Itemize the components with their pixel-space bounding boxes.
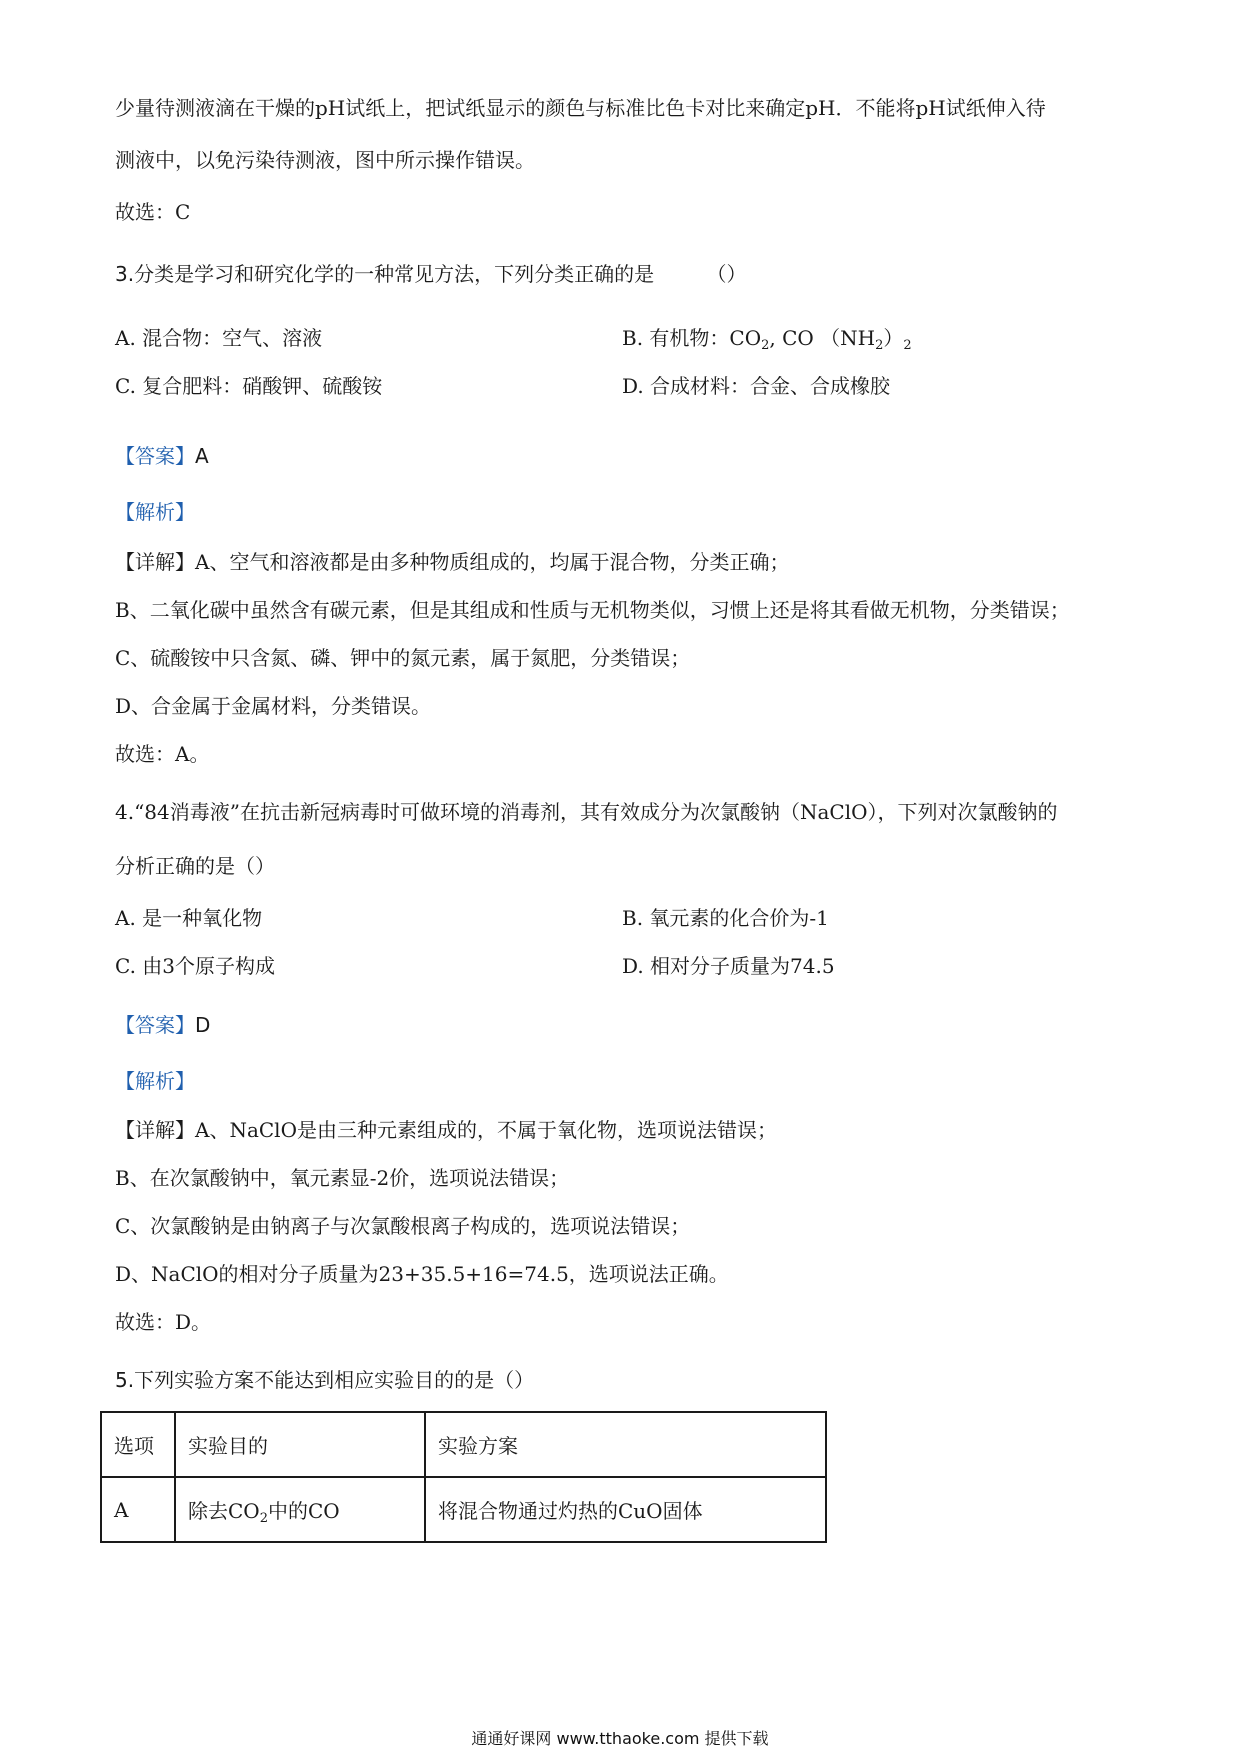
q3-answer — [115, 442, 209, 470]
table-header-row — [101, 1412, 826, 1477]
q5-stem: 5.下列实验方案不能达到相应实验目的的是（） — [115, 1368, 535, 1392]
q4-option-b: B. 氧元素的化合价为-1 — [622, 906, 829, 930]
q4-option-d: D. 相对分子质量为74.5 — [622, 954, 835, 978]
header-plan: 实验方案 — [425, 1412, 826, 1477]
q3-detail-tag: 【详解】 — [115, 550, 195, 574]
q4-option-c: C. 由3个原子构成 — [115, 954, 276, 978]
q4-answer — [115, 1011, 210, 1039]
header-purpose: 实验目的 — [175, 1412, 425, 1477]
row-a-purpose-sub: 2 — [259, 1511, 268, 1526]
q3-detail-a — [115, 548, 789, 576]
q3-analysis-tag: 【解析】 — [115, 500, 195, 524]
q3-option-b — [622, 324, 912, 352]
q4-stem-line2: 分析正确的是（） — [115, 854, 275, 878]
q4-stem-line1: 4.“84消毒液”在抗击新冠病毒时可做环境的消毒剂，其有效成分为次氯酸钠（NaClO），下列对次氯酸钠的 — [115, 800, 1058, 824]
q3-paren: （） — [706, 262, 747, 286]
prev-analysis-line1: 少量待测液滴在干燥的pH试纸上，把试纸显示的颜色与标准比色卡对比来确定pH．不能将pH试纸伸入待 — [115, 96, 1046, 120]
q3-option-b-sub: 2 — [761, 338, 770, 353]
row-a-purpose-prefix: 除去CO — [188, 1499, 260, 1523]
q3-detail-a-text: A、空气和溶液都是由多种物质组成的，均属于混合物，分类正确； — [195, 550, 790, 574]
q3-detail-d: D、合金属于金属材料，分类错误。 — [115, 694, 432, 718]
q3-detail-b: B、二氧化碳中虽然含有碳元素，但是其组成和性质与无机物类似，习惯上还是将其看做无机物，分类错误； — [115, 598, 1070, 622]
prev-choice: 故选：C — [115, 200, 191, 224]
q3-option-a: A. 混合物：空气、溶液 — [115, 326, 323, 350]
q3-option-b-tail: ） — [883, 326, 904, 350]
q3-stem — [115, 260, 746, 288]
row-a-purpose-suffix: 中的CO — [267, 1499, 340, 1523]
header-option: 选项 — [101, 1412, 175, 1477]
q4-choice: 故选：D。 — [115, 1310, 212, 1334]
q3-option-c: C. 复合肥料：硝酸钾、硫酸铵 — [115, 374, 383, 398]
q3-stem-text: 3.分类是学习和研究化学的一种常见方法，下列分类正确的是 — [115, 262, 655, 286]
q3-choice: 故选：A。 — [115, 742, 210, 766]
row-a-plan: 将混合物通过灼热的CuO固体 — [425, 1477, 826, 1542]
row-a-purpose — [175, 1477, 425, 1542]
q3-option-b-sub2: 2 — [875, 338, 884, 353]
q3-option-b-suffix: , CO （NH — [769, 326, 876, 350]
q3-option-b-prefix: B. 有机物：CO — [622, 326, 762, 350]
row-a-option: A — [101, 1477, 175, 1542]
experiment-table — [100, 1411, 827, 1543]
q4-detail-tag: 【详解】 — [115, 1118, 195, 1142]
q3-answer-value: A — [195, 444, 209, 468]
q3-option-b-sub3: 2 — [903, 338, 912, 353]
table-row — [101, 1477, 826, 1542]
q4-analysis-tag: 【解析】 — [115, 1069, 195, 1093]
q4-detail-c: C、次氯酸钠是由钠离子与次氯酸根离子构成的，选项说法错误； — [115, 1214, 691, 1238]
q4-option-a: A. 是一种氧化物 — [115, 906, 263, 930]
q3-detail-c: C、硫酸铵中只含氮、磷、钾中的氮元素，属于氮肥，分类错误； — [115, 646, 691, 670]
q4-detail-a — [115, 1116, 777, 1144]
q4-detail-b: B、在次氯酸钠中，氧元素显-2价，选项说法错误； — [115, 1166, 570, 1190]
page-footer: 通通好课网 www.tthaoke.com 提供下载 — [471, 1729, 769, 1748]
q4-detail-d: D、NaClO的相对分子质量为23+35.5+16=74.5，选项说法正确。 — [115, 1262, 729, 1286]
prev-analysis-line2: 测液中，以免污染待测液，图中所示操作错误。 — [115, 148, 535, 172]
q4-answer-tag: 【答案】 — [115, 1013, 195, 1037]
q3-option-d: D. 合成材料：合金、合成橡胶 — [622, 374, 891, 398]
q3-answer-tag: 【答案】 — [115, 444, 195, 468]
q4-answer-value: D — [195, 1013, 211, 1037]
q4-detail-a-text: A、NaClO是由三种元素组成的，不属于氧化物，选项说法错误； — [195, 1118, 777, 1142]
